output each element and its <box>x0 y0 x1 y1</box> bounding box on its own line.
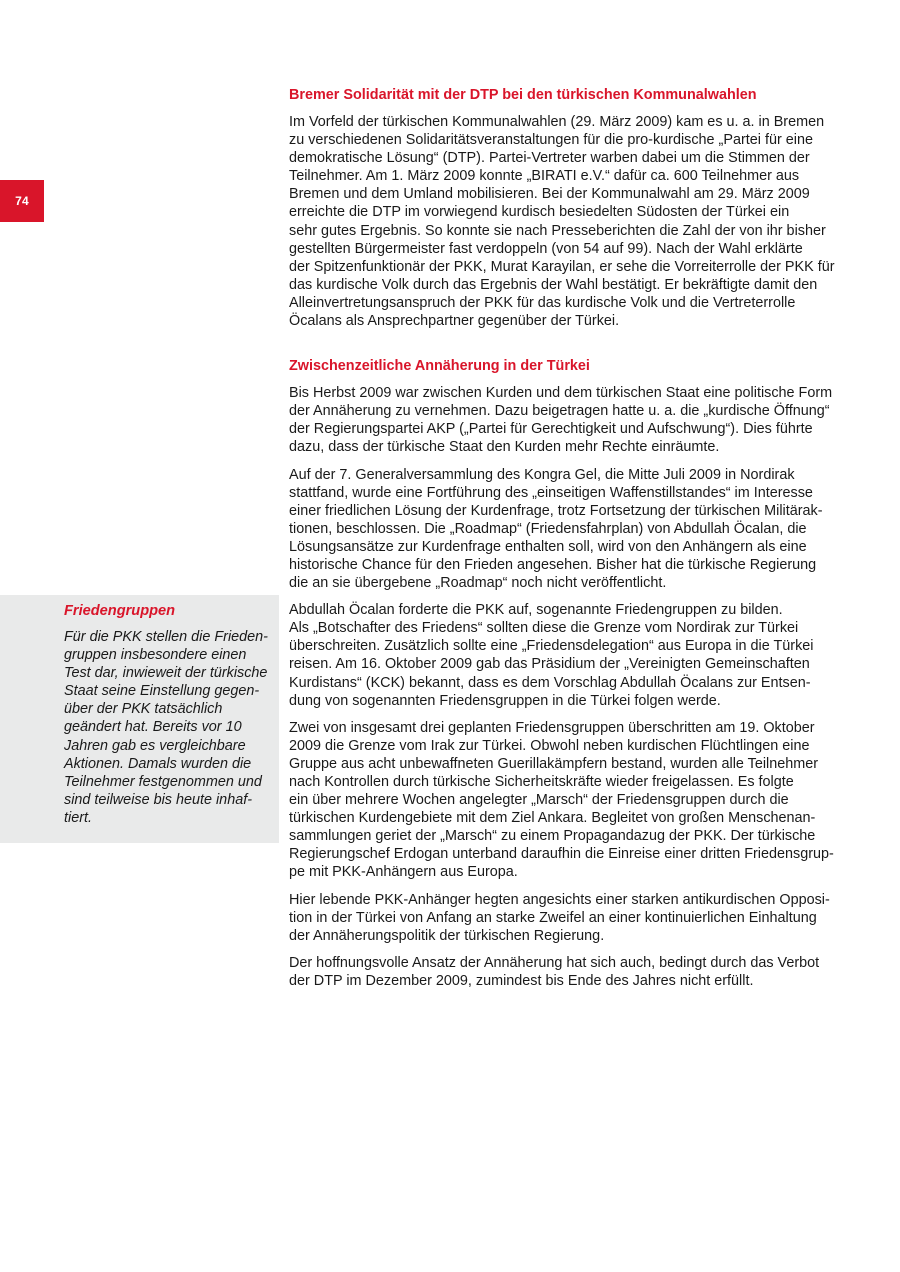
text-line: der Regierungspartei AKP („Partei für Gerechtigkeit und Aufschwung“). Dies führte <box>289 421 813 438</box>
section-annaeherung <box>289 357 849 990</box>
text-line: tion in der Türkei von Anfang an starke Zweifel an einer kontinuierlichen Einhaltung <box>289 909 817 926</box>
text-line: demokratische Lösung“ (DTP). Partei-Vertreter warben dabei um die Stimmen der <box>289 150 810 167</box>
text-line: Bis Herbst 2009 war zwischen Kurden und dem türkischen Staat eine politische Form <box>289 385 833 402</box>
paragraph <box>289 384 849 456</box>
text-line: der DTP im Dezember 2009, zumindest bis Ende des Jahres nicht erfüllt. <box>289 972 754 989</box>
text-line: Hier lebende PKK-Anhänger hegten angesichts einer starken antikurdischen Opposi- <box>289 891 830 908</box>
paragraph <box>289 719 849 882</box>
text-line: Zwei von insgesamt drei geplanten Friedensgruppen überschritten am 19. Oktober <box>289 719 815 736</box>
text-line: Teilnehmer. Am 1. März 2009 konnte „BIRATI e.V.“ dafür ca. 600 Teilnehmer aus <box>289 168 800 185</box>
text-line: 2009 die Grenze vom Irak zur Türkei. Obwohl neben kurdischen Flüchtlingen eine <box>289 737 810 754</box>
text-line: Öcalans als Ansprechpartner gegenüber der Türkei. <box>289 313 620 330</box>
text-line: Alleinvertretungsanspruch der PKK für das kurdische Volk und die Vertreterrolle <box>289 294 796 311</box>
text-line: gestellten Bürgermeister fast verdoppeln (von 54 auf 99). Nach der Wahl erklärte <box>289 240 803 257</box>
section-bremer-solidaritaet <box>289 86 849 330</box>
text-line: Bremen und dem Umland mobilisieren. Bei der Kommunalwahl am 29. März 2009 <box>289 186 810 203</box>
sidebar-line: sind teilweise bis heute inhaf- <box>64 791 252 808</box>
section-heading: Bremer Solidarität mit der DTP bei den türkischen Kommunalwahlen <box>289 87 757 103</box>
paragraph <box>289 113 849 330</box>
text-line: reisen. Am 16. Oktober 2009 gab das Präsidium der „Vereinigten Gemeinschaften <box>289 656 810 673</box>
sidebar-title: Friedengruppen <box>64 603 176 619</box>
text-line: einer friedlichen Lösung der Kurdenfrage, trotz Fortsetzung der türkischen Militärak- <box>289 502 823 519</box>
text-line: sammlungen geriet der „Marsch“ zu einem Propagandazug der PKK. Der türkische <box>289 828 816 845</box>
sidebar-line: Test dar, inwieweit der türkische <box>64 665 268 682</box>
text-line: zu verschiedenen Solidaritätsveranstaltungen für die pro-kurdische „Partei für eine <box>289 132 813 149</box>
sidebar-line: Staat seine Einstellung gegen- <box>64 683 260 700</box>
text-line: der Annäherungspolitik der türkischen Regierung. <box>289 927 605 944</box>
text-line: Abdullah Öcalan forderte die PKK auf, sogenannte Friedengruppen zu bilden. <box>289 602 783 619</box>
paragraph <box>289 466 849 593</box>
text-line: das kurdische Volk durch das Ergebnis der Wahl bestätigt. Er bekräftigte damit den <box>289 276 818 293</box>
paragraph <box>289 954 849 990</box>
text-line: dazu, dass der türkische Staat den Kurden mehr Rechte einräumte. <box>289 439 720 456</box>
paragraph <box>289 601 849 710</box>
text-line: Gruppe aus acht unbewaffneten Guerillakämpfern bestand, wurden alle Teilnehmer <box>289 755 819 772</box>
text-line: historische Chance für den Frieden angesehen. Bisher hat die türkische Regierung <box>289 556 817 573</box>
text-line: Kurdistans“ (KCK) bekannt, dass es dem Vorschlag Abdullah Öcalans zur Entsen- <box>289 674 811 691</box>
sidebar-line: über der PKK tatsächlich <box>64 701 223 718</box>
text-line: tionen, beschlossen. Die „Roadmap“ (Friedensfahrplan) von Abdullah Öcalan, die <box>289 520 807 537</box>
text-line: ein über mehrere Wochen angelegter „Marsch“ der Friedensgruppen durch die <box>289 792 789 809</box>
text-line: der Annäherung zu vernehmen. Dazu beigetragen hatte u. a. die „kurdische Öffnung“ <box>289 403 830 420</box>
text-line: türkischen Kurdengebiete mit dem Ziel Ankara. Begleitet von großen Menschenan- <box>289 810 816 827</box>
text-line: dung von sogenannten Friedensgruppen in die Türkei folgen werde. <box>289 692 721 709</box>
text-line: stattfand, wurde eine Fortführung des „einseitigen Waffenstillstandes“ im Interesse <box>289 484 813 501</box>
sidebar-line: tiert. <box>64 809 92 826</box>
text-line: die an sie übergebene „Roadmap“ noch nicht veröffentlicht. <box>289 575 667 592</box>
sidebar-line: Aktionen. Damals wurden die <box>64 755 252 772</box>
sidebar-line: geändert hat. Bereits vor 10 <box>64 719 242 736</box>
text-line: pe mit PKK-Anhängern aus Europa. <box>289 864 518 881</box>
sidebar-text <box>64 628 269 827</box>
text-line: Im Vorfeld der türkischen Kommunalwahlen (29. März 2009) kam es u. a. in Bremen <box>289 114 825 130</box>
text-line: erreichte die DTP im vorwiegend kurdisch besiedelten Südosten der Türkei ein <box>289 204 790 221</box>
text-line: Lösungsansätze zur Kurdenfrage enthalten soll, wird von den Anhängern als eine <box>289 538 807 555</box>
page-number: 74 <box>0 180 44 222</box>
main-content <box>289 86 849 999</box>
text-line: sehr gutes Ergebnis. So konnte sie nach Presseberichten die Zahl der von ihr bisher <box>289 222 826 239</box>
text-line: Der hoffnungsvolle Ansatz der Annäherung hat sich auch, bedingt durch das Verbot <box>289 954 820 971</box>
sidebar-line: Teilnehmer festgenommen und <box>64 773 262 790</box>
text-line: der Spitzenfunktionär der PKK, Murat Karayilan, er sehe die Vorreiterrolle der PKK für <box>289 258 835 275</box>
sidebar-line: Jahren gab es vergleichbare <box>64 737 246 754</box>
text-line: nach Kontrollen durch türkische Sicherheitskräfte wieder freigelassen. Es folgte <box>289 774 794 790</box>
sidebar-line: gruppen insbesondere einen <box>64 647 247 664</box>
text-line: Auf der 7. Generalversammlung des Kongra Gel, die Mitte Juli 2009 in Nordirak <box>289 466 795 483</box>
section-spacer <box>289 339 849 357</box>
text-line: Regierungschef Erdogan unterband daraufhin die Einreise einer dritten Friedensgrup- <box>289 846 834 863</box>
text-line: überschreiten. Zusätzlich sollte eine „Friedensdelegation“ aus Europa in die Türkei <box>289 638 814 655</box>
sidebar-note <box>0 595 279 843</box>
text-line: Als „Botschafter des Friedens“ sollten diese die Grenze vom Nordirak zur Türkei <box>289 620 799 637</box>
paragraph <box>289 891 849 945</box>
section-heading: Zwischenzeitliche Annäherung in der Türkei <box>289 358 590 375</box>
sidebar-line: Für die PKK stellen die Frieden- <box>64 629 268 645</box>
